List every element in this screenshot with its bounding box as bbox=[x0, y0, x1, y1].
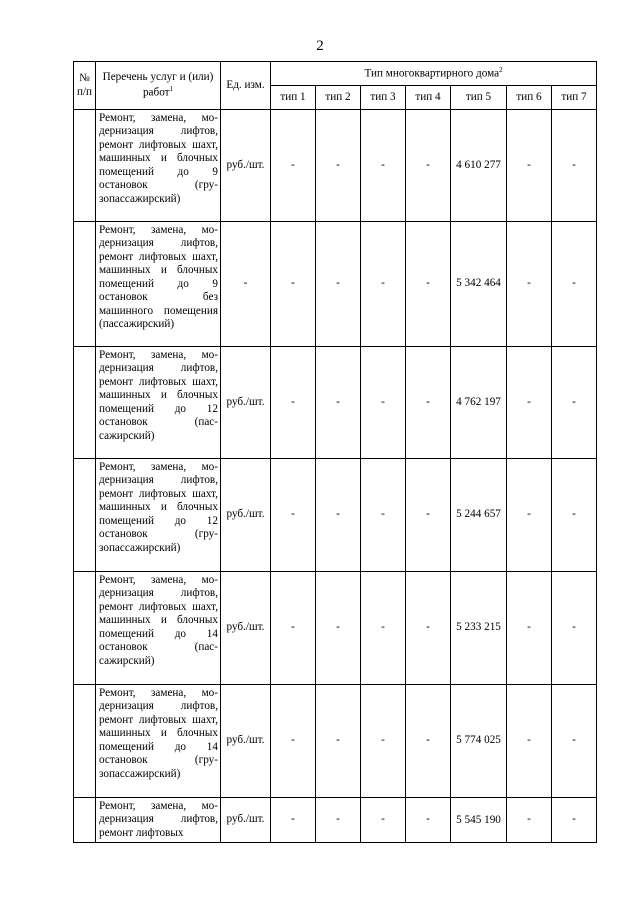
tariff-table bbox=[73, 61, 597, 843]
table-row bbox=[74, 685, 597, 798]
cell-type-7: - bbox=[552, 798, 597, 843]
cell-type-4: - bbox=[406, 110, 451, 222]
cell-type-1: - bbox=[271, 685, 316, 798]
cell-type-3: - bbox=[361, 798, 406, 843]
row-num bbox=[74, 572, 96, 685]
cell-type-1: - bbox=[271, 459, 316, 572]
row-num bbox=[74, 685, 96, 798]
cell-type-4: - bbox=[406, 222, 451, 347]
header-building-type: Тип многоквартирного дома$^2$ bbox=[271, 62, 597, 86]
cell-type-6: - bbox=[507, 347, 552, 459]
row-unit: руб./шт. bbox=[221, 798, 271, 843]
table-row bbox=[74, 222, 597, 347]
header-type-7: тип 7 bbox=[552, 86, 597, 110]
row-description: Ремонт, замена, модернизация лифтов, ремонт лифтовых шахт, машинных и блочных помещений до 12 остановок (грузопассажирский) bbox=[96, 459, 221, 572]
header-type-1: тип 1 bbox=[271, 86, 316, 110]
header-type-5: тип 5 bbox=[451, 86, 507, 110]
cell-type-5: 4 762 197 bbox=[451, 347, 507, 459]
table-row bbox=[74, 459, 597, 572]
row-description: Ремонт, замена, модернизация лифтов, ремонт лифтовых шахт, машинных и блочных помещений до 9 остановок (грузопассажирский) bbox=[96, 110, 221, 222]
header-services: Перечень услуг и (или) работ$^1$ bbox=[96, 62, 221, 110]
cell-type-4: - bbox=[406, 572, 451, 685]
cell-type-6: - bbox=[507, 572, 552, 685]
header-type-4: тип 4 bbox=[406, 86, 451, 110]
header-type-6: тип 6 bbox=[507, 86, 552, 110]
row-num bbox=[74, 347, 96, 459]
cell-type-7: - bbox=[552, 572, 597, 685]
cell-type-2: - bbox=[316, 347, 361, 459]
row-description: Ремонт, замена, модернизация лифтов, ремонт лифтовых шахт, машинных и блочных помещений до 12 остановок (пассажирский) bbox=[96, 347, 221, 459]
cell-type-3: - bbox=[361, 685, 406, 798]
cell-type-2: - bbox=[316, 110, 361, 222]
cell-type-6: - bbox=[507, 459, 552, 572]
row-unit: руб./шт. bbox=[221, 110, 271, 222]
cell-type-1: - bbox=[271, 222, 316, 347]
row-unit: руб./шт. bbox=[221, 459, 271, 572]
cell-type-5: 4 610 277 bbox=[451, 110, 507, 222]
cell-type-3: - bbox=[361, 459, 406, 572]
row-num bbox=[74, 798, 96, 843]
cell-type-4: - bbox=[406, 459, 451, 572]
table-row bbox=[74, 347, 597, 459]
cell-type-4: - bbox=[406, 685, 451, 798]
cell-type-7: - bbox=[552, 459, 597, 572]
row-unit: руб./шт. bbox=[221, 685, 271, 798]
cell-type-1: - bbox=[271, 798, 316, 843]
cell-type-1: - bbox=[271, 347, 316, 459]
page-number: 2 bbox=[316, 38, 324, 54]
cell-type-6: - bbox=[507, 798, 552, 843]
table-row bbox=[74, 798, 597, 843]
header-unit: Ед. изм. bbox=[221, 62, 271, 110]
cell-type-5: 5 545 190 bbox=[451, 798, 507, 843]
cell-type-2: - bbox=[316, 459, 361, 572]
cell-type-7: - bbox=[552, 222, 597, 347]
cell-type-5: 5 244 657 bbox=[451, 459, 507, 572]
cell-type-2: - bbox=[316, 685, 361, 798]
header-type-3: тип 3 bbox=[361, 86, 406, 110]
row-num bbox=[74, 222, 96, 347]
cell-type-3: - bbox=[361, 110, 406, 222]
row-num bbox=[74, 110, 96, 222]
cell-type-2: - bbox=[316, 798, 361, 843]
table-row bbox=[74, 572, 597, 685]
row-unit: - bbox=[221, 222, 271, 347]
cell-type-7: - bbox=[552, 110, 597, 222]
cell-type-7: - bbox=[552, 685, 597, 798]
footnote-marker-1: 1 bbox=[169, 84, 174, 93]
row-description: Ремонт, замена, модернизация лифтов, ремонт лифтовых шахт, машинных и блочных помещений до 14 остановок (грузопассажирский) bbox=[96, 685, 221, 798]
cell-type-3: - bbox=[361, 572, 406, 685]
header-num: № п/п bbox=[74, 62, 96, 110]
cell-type-4: - bbox=[406, 798, 451, 843]
cell-type-6: - bbox=[507, 685, 552, 798]
row-unit: руб./шт. bbox=[221, 572, 271, 685]
table-row bbox=[74, 110, 597, 222]
cell-type-1: - bbox=[271, 572, 316, 685]
row-unit: руб./шт. bbox=[221, 347, 271, 459]
cell-type-6: - bbox=[507, 110, 552, 222]
cell-type-3: - bbox=[361, 222, 406, 347]
cell-type-3: - bbox=[361, 347, 406, 459]
cell-type-4: - bbox=[406, 347, 451, 459]
row-num bbox=[74, 459, 96, 572]
cell-type-1: - bbox=[271, 110, 316, 222]
cell-type-6: - bbox=[507, 222, 552, 347]
row-description: Ремонт, замена, модернизация лифтов, ремонт лифтовых bbox=[96, 798, 221, 843]
cell-type-5: 5 774 025 bbox=[451, 685, 507, 798]
cell-type-5: 5 342 464 bbox=[451, 222, 507, 347]
cell-type-7: - bbox=[552, 347, 597, 459]
footnote-marker-2: 2 bbox=[499, 65, 503, 74]
header-type-2: тип 2 bbox=[316, 86, 361, 110]
cell-type-2: - bbox=[316, 222, 361, 347]
cell-type-5: 5 233 215 bbox=[451, 572, 507, 685]
row-description: Ремонт, замена, модернизация лифтов, ремонт лифтовых шахт, машинных и блочных помещений до 14 остановок (пассажирский) bbox=[96, 572, 221, 685]
row-description: Ремонт, замена, модернизация лифтов, ремонт лифтовых шахт, машинных и блочных помещений до 9 остановок без машинного помещения (пассажирский) bbox=[96, 222, 221, 347]
cell-type-2: - bbox=[316, 572, 361, 685]
